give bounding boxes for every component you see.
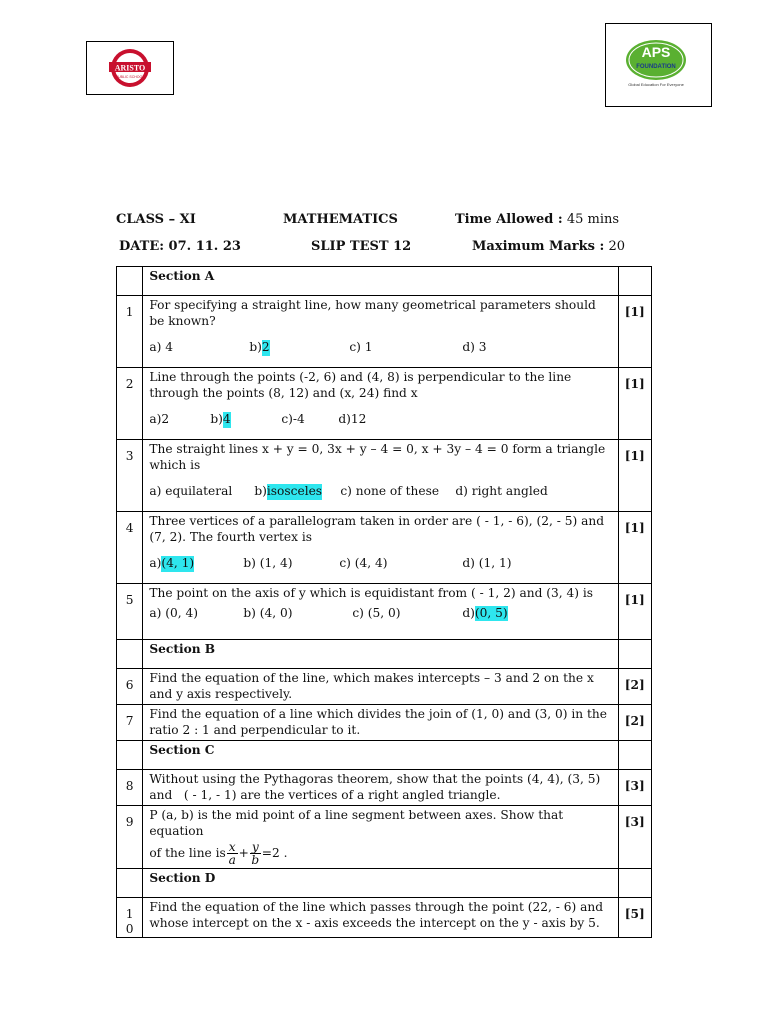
question-number: 9 <box>117 806 143 869</box>
question-mark: [2] <box>618 669 651 705</box>
option-b: b)2 <box>249 340 270 354</box>
section-row <box>117 741 652 770</box>
question-text: Find the equation of the line, which makes intercepts – 3 and 2 on the x and y axis respectively. <box>143 669 618 705</box>
section-a-heading: Section A <box>143 267 618 296</box>
option-a: a)2 <box>149 412 170 426</box>
option-d: d) 3 <box>462 340 487 354</box>
question-row <box>117 806 652 869</box>
question-options <box>149 606 611 622</box>
question-number: 6 <box>117 669 143 705</box>
question-number: 1 <box>117 296 143 368</box>
svg-text:PUBLIC SCHOOL: PUBLIC SCHOOL <box>115 75 145 79</box>
svg-text:ARISTO: ARISTO <box>114 63 146 73</box>
question-row <box>117 669 652 705</box>
question-row <box>117 296 652 368</box>
section-d-heading: Section D <box>143 869 618 898</box>
option-d: d) (1, 1) <box>462 556 512 570</box>
section-row <box>117 869 652 898</box>
maximum-marks: Maximum Marks : 20 <box>472 239 625 254</box>
option-d: d) right angled <box>455 484 548 498</box>
section-row <box>117 640 652 669</box>
option-b: b) (1, 4) <box>243 556 293 570</box>
equation-line: of the line is $\frac{x}{a}$ + $\frac{y}{b}$ =2 . <box>149 840 288 867</box>
question-row <box>117 440 652 512</box>
question-mark: [1] <box>618 512 651 584</box>
question-mark: [1] <box>618 368 651 440</box>
aps-foundation-logo <box>605 23 712 107</box>
svg-text:FOUNDATION: FOUNDATION <box>636 64 676 70</box>
question-number: 3 <box>117 440 143 512</box>
section-c-heading: Section C <box>143 741 618 770</box>
option-d: d)(0, 5) <box>462 605 508 620</box>
aps-emblem-icon <box>606 24 711 106</box>
option-c: c) (5, 0) <box>352 605 401 620</box>
question-text: Line through the points (-2, 6) and (4, 8) is perpendicular to the line through the points (8, 12) and (x, 24) find x <box>149 370 572 400</box>
question-text: The point on the axis of y which is equidistant from ( - 1, 2) and (3, 4) is <box>149 586 594 600</box>
section-b-heading: Section B <box>143 640 618 669</box>
aristo-emblem-icon <box>87 42 173 94</box>
question-text: Find the equation of the line which passes through the point (22, - 6) and whose intercept on the x - axis exceeds the intercept on the y - axis by 5. <box>143 898 618 938</box>
option-b: b) (4, 0) <box>243 605 293 620</box>
question-number: 8 <box>117 770 143 806</box>
question-table <box>116 266 652 938</box>
question-text: For specifying a straight line, how many geometrical parameters should be known? <box>149 298 596 328</box>
correct-answer-highlight: 4 <box>222 412 231 426</box>
question-number: 5 <box>117 584 143 640</box>
question-text: Without using the Pythagoras theorem, show that the points (4, 4), (3, 5) and ( - 1, - 1) are the vertices of a right angled triangle. <box>143 770 618 806</box>
question-mark: [1] <box>618 584 651 640</box>
option-d: d)12 <box>338 412 367 426</box>
question-number: 2 <box>117 368 143 440</box>
question-options <box>149 484 611 500</box>
question-number: 1 0 <box>117 898 143 938</box>
date-label: DATE: 07. 11. 23 <box>119 239 241 254</box>
question-mark: [2] <box>618 705 651 741</box>
question-options <box>149 556 611 572</box>
option-c: c) 1 <box>349 340 373 354</box>
question-row <box>117 512 652 584</box>
question-mark: [3] <box>618 770 651 806</box>
option-c: c)-4 <box>281 412 305 426</box>
option-b: b)4 <box>210 412 231 426</box>
option-a: a) 4 <box>149 340 173 354</box>
correct-answer-highlight: isosceles <box>266 484 323 498</box>
class-label: CLASS – XI <box>116 212 196 227</box>
subject-label: MATHEMATICS <box>283 212 398 227</box>
question-text: Find the equation of a line which divides the join of (1, 0) and (3, 0) in the ratio 2 : 1 and perpendicular to it. <box>143 705 618 741</box>
option-c: c) (4, 4) <box>339 556 388 570</box>
correct-answer-highlight: (4, 1) <box>161 556 195 570</box>
question-row <box>117 368 652 440</box>
svg-text:Global Education For Everyone: Global Education For Everyone <box>628 82 684 87</box>
time-allowed: Time Allowed : 45 mins <box>455 212 620 227</box>
question-mark: [3] <box>618 806 651 869</box>
question-number: 7 <box>117 705 143 741</box>
question-options <box>149 340 611 356</box>
section-row <box>117 267 652 296</box>
question-options <box>149 412 611 428</box>
option-a: a) (0, 4) <box>149 605 199 620</box>
test-label: SLIP TEST 12 <box>311 239 412 254</box>
question-text: Three vertices of a parallelogram taken in order are ( - 1, - 6), (2, - 5) and (7, 2). The fourth vertex is <box>149 514 605 544</box>
option-a: a) equilateral <box>149 484 233 498</box>
svg-text:APS: APS <box>641 44 671 60</box>
question-row <box>117 898 652 938</box>
question-row <box>117 584 652 640</box>
fraction-x-over-a: $\frac{x}{a}$ <box>228 840 236 867</box>
question-text: The straight lines x + y = 0, 3x + y – 4 = 0, x + 3y – 4 = 0 form a triangle which is <box>149 442 606 472</box>
question-mark: [1] <box>618 296 651 368</box>
question-row <box>117 770 652 806</box>
option-b: b)isosceles <box>254 484 323 498</box>
question-number: 4 <box>117 512 143 584</box>
correct-answer-highlight: (0, 5) <box>474 605 508 620</box>
aristo-logo <box>86 41 174 95</box>
correct-answer-highlight: 2 <box>261 340 270 354</box>
question-text: P (a, b) is the mid point of a line segment between axes. Show that equation <box>149 808 564 838</box>
option-c: c) none of these <box>340 484 440 498</box>
question-mark: [5] <box>618 898 651 938</box>
option-a: a)(4, 1) <box>149 556 195 570</box>
question-mark: [1] <box>618 440 651 512</box>
question-row <box>117 705 652 741</box>
fraction-y-over-b: $\frac{y}{b}$ <box>251 840 260 867</box>
